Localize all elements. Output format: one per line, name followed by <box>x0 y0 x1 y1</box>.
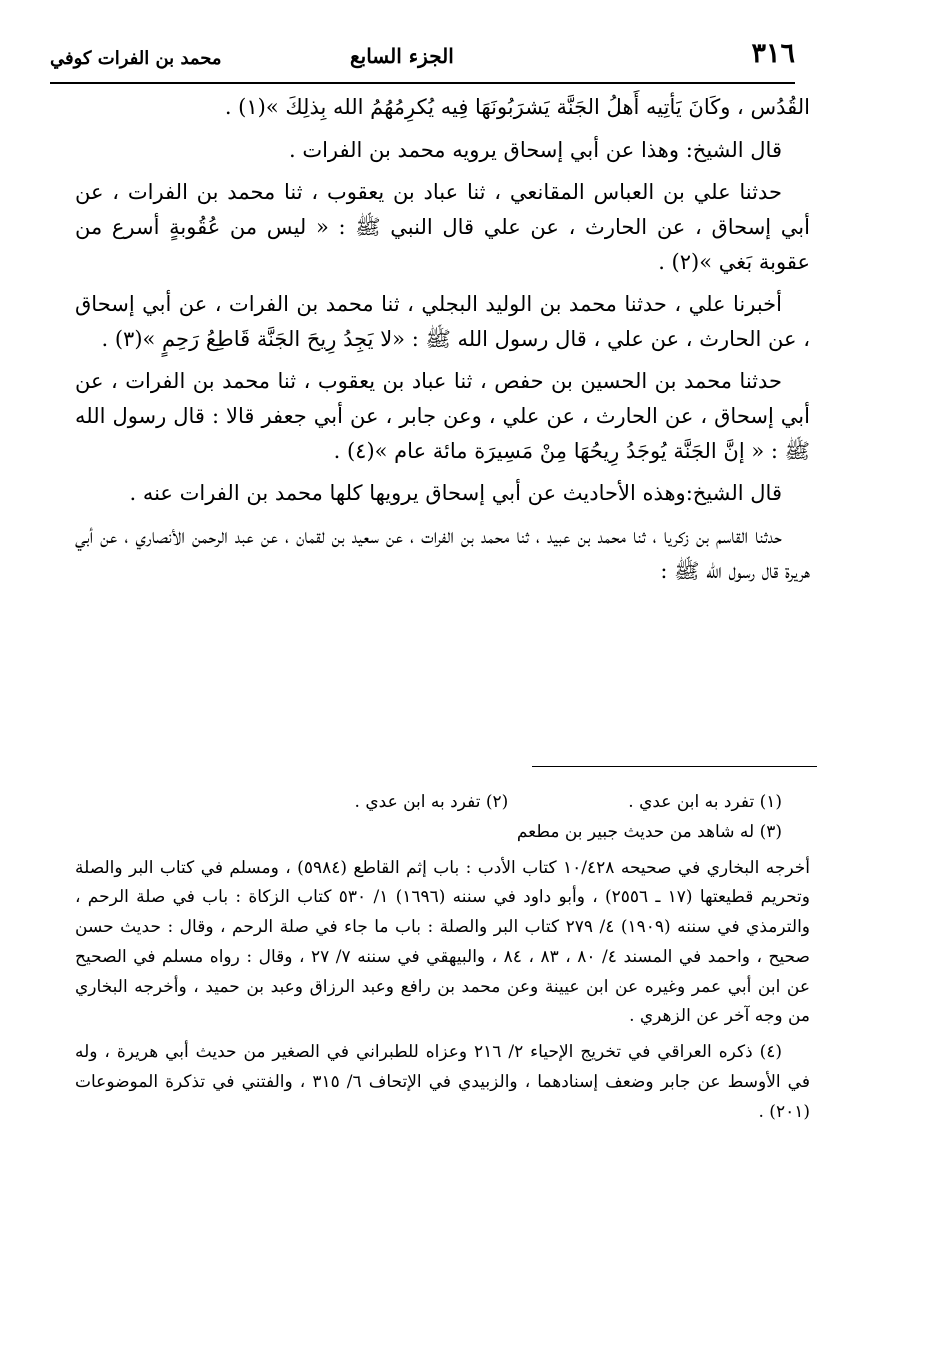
running-header <box>50 38 795 84</box>
footnote-separator <box>532 766 817 767</box>
paragraph: قال الشيخ:وهذه الأحاديث عن أبي إسحاق يرويها كلها محمد بن الفرات عنه . <box>129 481 782 506</box>
volume-title: الجزء السابع <box>350 44 454 68</box>
paragraph: حدثنا علي بن العباس المقانعي ، ثنا عباد بن يعقوب ، ثنا محمد بن الفرات ، عن أبي إسحاق ، عن الحارث ، عن علي قال النبي ﷺ : « ليس من عُقُوبةٍ أسرع من عقوبة بَغي »(٢) . <box>75 180 810 274</box>
main-text <box>75 90 810 596</box>
paragraph: حدثنا محمد بن الحسين بن حفص ، ثنا عباد بن يعقوب ، ثنا محمد بن الفرات ، عن أبي إسحاق ، عن الحارث ، عن علي ، وعن جابر ، عن أبي جعفر قالا : قال رسول الله ﷺ : « إنَّ الجَنَّة يُوجَدُ رِيحُهَا مِنْ مَسِيرَة مائة عام »(٤) . <box>75 369 810 463</box>
paragraph: حدثنا القاسم بن زكريا ، ثنا محمد بن عبيد ، ثنا محمد بن الفرات ، عن سعيد بن لقمان ، عن عبد الرحمن الأنصاري ، عن أبي هريرة قال رسول الله ﷺ : <box>75 524 810 583</box>
page-number: ٣١٦ <box>751 38 795 69</box>
paragraph: قال الشيخ: وهذا عن أبي إسحاق يرويه محمد بن الفرات . <box>288 137 782 162</box>
paragraph: القُدُس ، وكَانَ يَأتِيه أَهلُ الجَنَّة يَشرَبُونَهَا فِيه يُكرِمُهُمُ الله بِذلِكَ »(١) . <box>224 95 810 119</box>
footnote-4: (٤) ذكره العراقي في تخريج الإحياء ٢/ ٢١٦ وعزاه للطبراني في الصغير من حديث أبي هريرة ، وله في الأوسط عن جابر وضعف إسنادهما ، والزبيدي في الإتحاف ٦/ ٣١٥ ، والفتني في تذكرة الموضوعات (٢٠١) . <box>75 1042 810 1122</box>
footnotes <box>75 788 810 1133</box>
footnote-3-detail: أخرجه البخاري في صحيحه ١٠/٤٢٨ كتاب الأدب : باب إثم القاطع (٥٩٨٤) ، ومسلم في كتاب البر والصلة وتحريم قطيعتها (١٧ ـ ٢٥٥٦) ، وأبو داود في سننه (١٦٩٦) ١/ ٥٣٠ كتاب الزكاة : باب في صلة الرحم ، والترمذي في سننه (١٩٠٩) ٤/ ٢٧٩ كتاب البر والصلة : باب ما جاء في صلة الرحم ، وقال : حديث حسن صحيح ، واحمد في المسند ٤/ ٨٠ ، ٨٣ ، ٨٤ ، والبيهقي في سننه ٧/ ٢٧ ، وقال : رواه مسلم في الصحيح عن ابن أبي عمر وغيره عن ابن عيينة وعن محمد بن رافع وعبد الرزاق وعبد بن حميد ، وأخرجه البخاري من وجه آخر عن الزهري . <box>75 857 811 1027</box>
footnote-3: (٣) له شاهد من حديث جبير بن مطعم <box>516 821 782 842</box>
footnote-1: (١) تفرد به ابن عدي . <box>628 792 782 812</box>
paragraph: أخبرنا علي ، حدثنا محمد بن الوليد البجلي ، ثنا محمد بن الفرات ، عن أبي إسحاق ، عن الحارث ، عن علي ، قال رسول الله ﷺ : «لا يَجِدُ رِيحَ الجَنَّة قَاطِعُ رَحِمٍ »(٣) . <box>75 292 810 351</box>
footnote-row <box>75 788 810 818</box>
author-header: محمد بن الفرات كوفي <box>50 48 222 69</box>
footnote-2: (٢) تفرد به ابن عدي . <box>354 792 509 812</box>
